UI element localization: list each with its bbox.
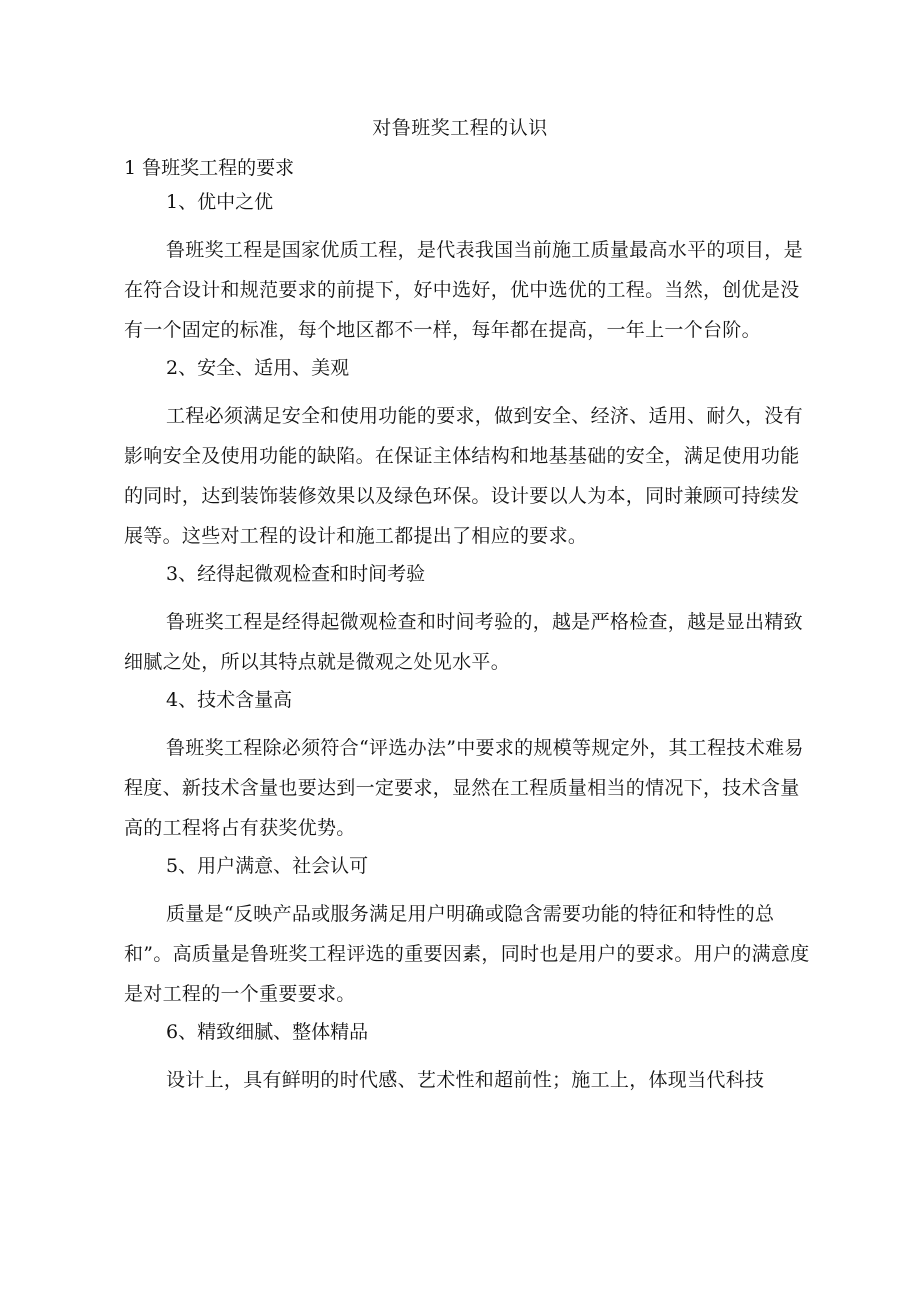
item-heading-2: 2、安全、适用、美观 <box>166 357 350 379</box>
item-body-4: 鲁班奖工程除必须符合“评选办法”中要求的规模等规定外，其工程技术难易程度、新技术含量也要达到一定要求，显然在工程质量相当的情况下，技术含量高的工程将占有获奖优势。 <box>124 737 804 839</box>
item-body-6: 设计上，具有鲜明的时代感、艺术性和超前性；施工上，体现当代科技 <box>166 1069 765 1091</box>
item-heading-3: 3、经得起微观检查和时间考验 <box>166 563 426 585</box>
section-heading: 1 鲁班奖工程的要求 <box>124 157 295 179</box>
item-heading-5: 5、用户满意、社会认可 <box>166 855 369 877</box>
item-heading-4: 4、技术含量高 <box>166 689 293 711</box>
item-heading-1: 1、优中之优 <box>166 191 274 213</box>
section-requirements <box>124 156 814 1106</box>
item-heading-6: 6、精致细腻、整体精品 <box>166 1021 369 1043</box>
item-body-5: 质量是“反映产品或服务满足用户明确或隐含需要功能的特征和特性的总和”。高质量是鲁班奖工程评选的重要因素，同时也是用户的要求。用户的满意度是对工程的一个重要要求。 <box>124 903 810 1005</box>
item-body-1: 鲁班奖工程是国家优质工程，是代表我国当前施工质量最高水平的项目，是在符合设计和规范要求的前提下，好中选好，优中选优的工程。当然，创优是没有一个固定的标准，每个地区都不一样，每年都在提高，一年上一个台阶。 <box>124 239 803 341</box>
item-body-2: 工程必须满足安全和使用功能的要求，做到安全、经济、适用、耐久，没有影响安全及使用功能的缺陷。在保证主体结构和地基基础的安全，满足使用功能的同时，达到装饰装修效果以及绿色环保。设计要以人为本，同时兼顾可持续发展等。这些对工程的设计和施工都提出了相应的要求。 <box>124 405 803 547</box>
item-body-3: 鲁班奖工程是经得起微观检查和时间考验的，越是严格检查，越是显出精致细腻之处，所以其特点就是微观之处见水平。 <box>124 611 803 673</box>
document-title: 对鲁班奖工程的认识 <box>372 117 548 139</box>
